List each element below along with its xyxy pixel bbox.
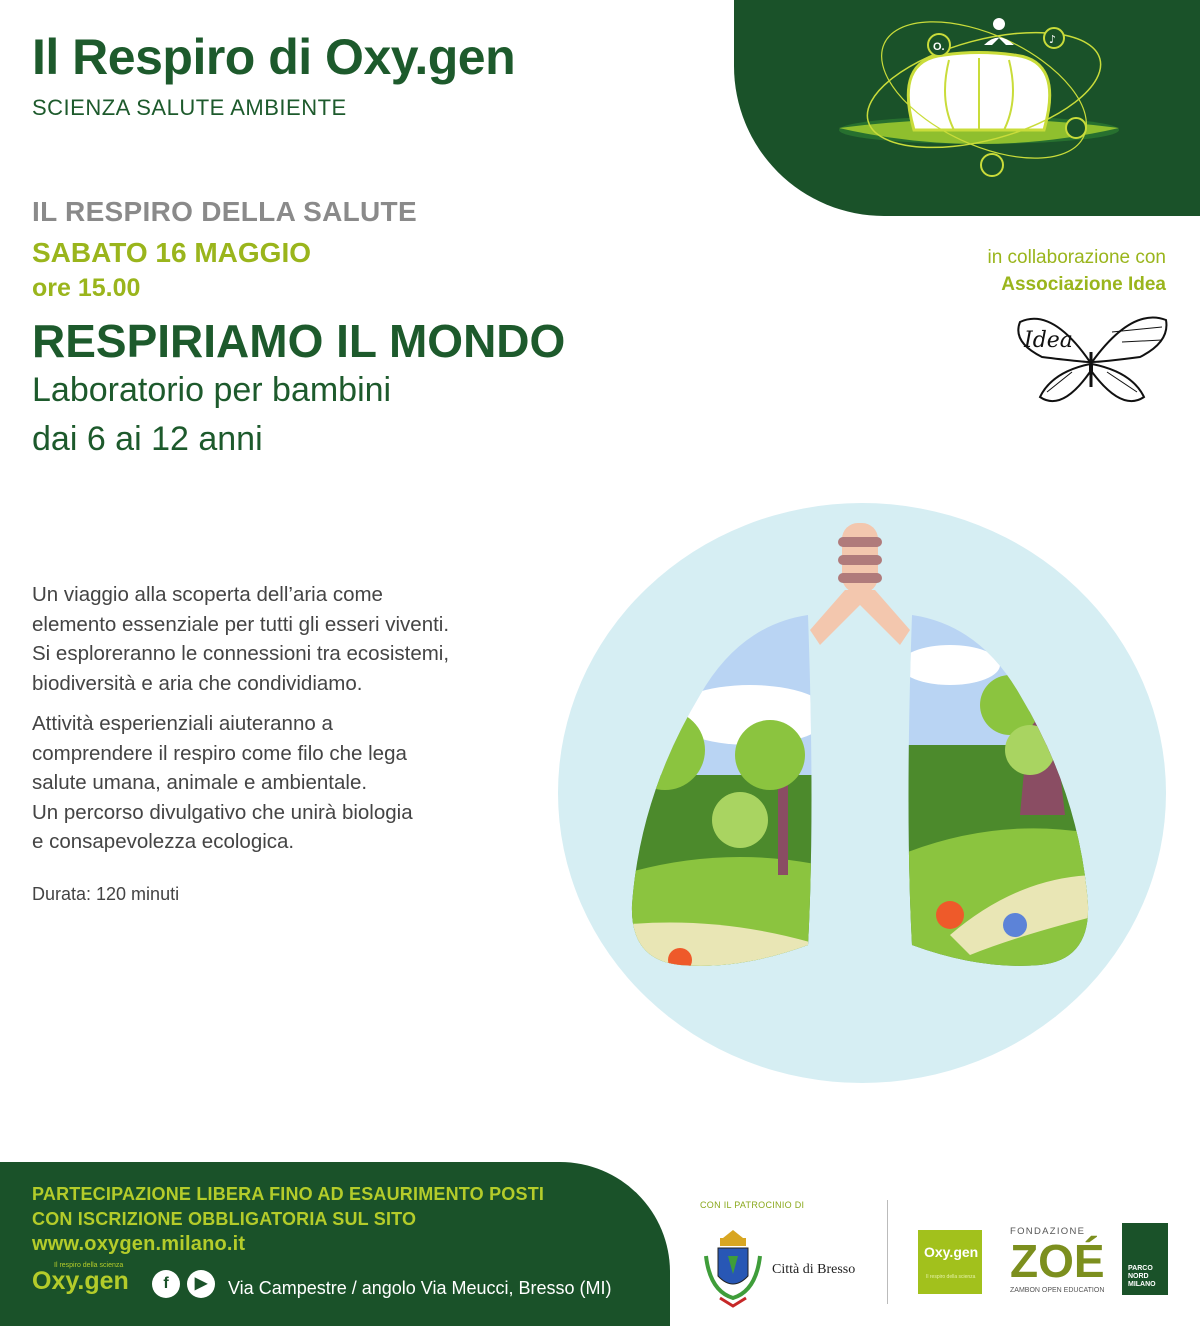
fondazione-label: FONDAZIONE [1010,1226,1086,1237]
sponsor-divider [887,1200,888,1304]
description-line: Un percorso divulgativo che unirà biologia [32,800,413,824]
footer-line-1: PARTECIPAZIONE LIBERA FINO AD ESAURIMENTO POSTI [32,1184,545,1204]
footer-line-2: CON ISCRIZIONE OBBLIGATORIA SUL SITO [32,1209,417,1229]
event-date: SABATO 16 MAGGIO [32,237,312,268]
facebook-icon[interactable]: f [152,1270,180,1298]
logo-tagline: Il respiro della scienza [54,1262,124,1269]
description-line: Un viaggio alla scoperta dell’aria come [32,583,383,606]
description-line: e consapevolezza ecologica. [32,830,295,853]
youtube-icon[interactable]: ▶ [187,1270,215,1298]
svg-text:♪: ♪ [1049,33,1057,46]
oxygen-lung-logo-icon [834,10,1124,195]
event-headline: RESPIRIAMO IL MONDO [32,315,566,367]
description-paragraph-1 [32,580,552,698]
zoe-subtitle: ZAMBON OPEN EDUCATION [1010,1287,1105,1294]
description-line: Attività esperienziali aiuteranno a [32,712,333,735]
description-line: biodiversità e aria che condividiamo. [32,671,363,695]
duration-label: Durata: 120 minuti [32,884,180,904]
parco-line: PARCO [1128,1265,1153,1272]
city-name: Città di Bresso [772,1262,856,1277]
zoe-logo: ZOÉ [1010,1235,1105,1287]
butterfly-logo-text: Idea [1024,328,1073,353]
logo-name: Oxy.gen [32,1267,129,1295]
event-time: ore 15.00 [32,274,141,302]
parco-nord-logo [1122,1223,1168,1295]
parco-line: NORD [1128,1273,1149,1280]
butterfly-logo-icon [1012,312,1170,412]
description-line: elemento essenziale per tutti gli esseri viventi. [32,612,450,636]
website-link[interactable]: www.oxygen.milano.it [32,1233,246,1255]
page-subtitle: SCIENZA SALUTE AMBIENTE [32,95,347,120]
oxygen-square-name: Oxy.gen [924,1244,979,1260]
bresso-coat-of-arms-icon [698,1226,768,1310]
event-subheading-line1: Laboratorio per bambini [32,371,392,409]
collaboration-partner: Associazione Idea [1001,274,1166,295]
oxygen-footer-logo [32,1262,142,1302]
event-subheading-line2: dai 6 ai 12 anni [32,420,263,458]
description-line: comprendere il respiro come filo che lega [32,741,407,765]
svg-text:O.: O. [933,41,945,53]
event-address: Via Campestre / angolo Via Meucci, Bresso (MI) [228,1278,612,1298]
description-line: Si esploreranno le connessioni tra ecosistemi, [32,642,450,665]
description-paragraph-2 [32,709,552,857]
description-line: salute umana, animale e ambientale. [32,771,368,794]
patronage-label: CON IL PATROCINIO DI [700,1200,805,1210]
oxygen-square-tagline: Il respiro della scienza [926,1274,976,1280]
collaboration-intro: in collaborazione con [987,247,1166,268]
oxygen-square-logo [918,1230,982,1294]
parco-line: MILANO [1128,1281,1156,1288]
page-title: Il Respiro di Oxy.gen [32,29,516,85]
lungs-nature-illustration [620,515,1100,975]
section-label: IL RESPIRO DELLA SALUTE [32,196,417,227]
